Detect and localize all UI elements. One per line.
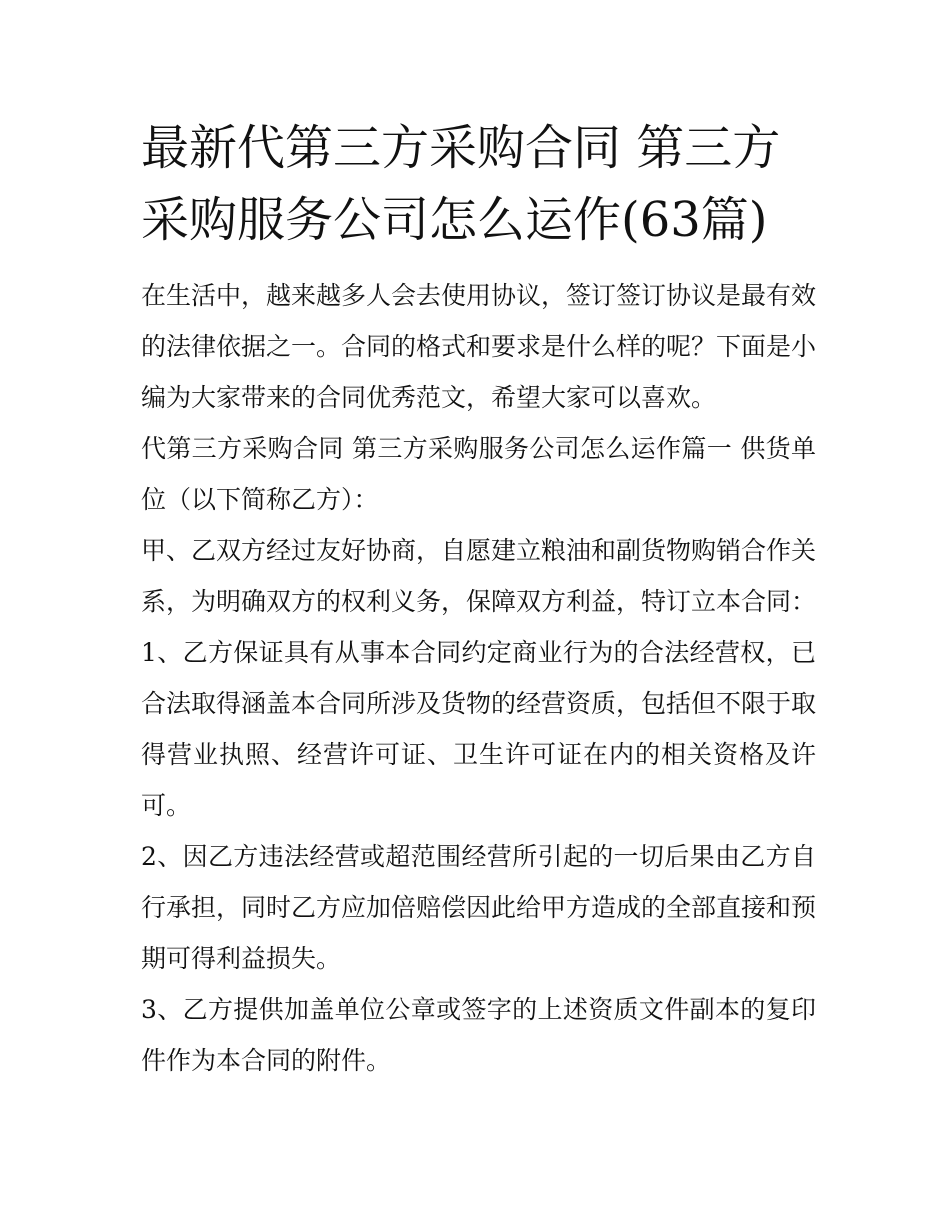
clause-3-paragraph: 3、乙方提供加盖单位公章或签字的上述资质文件副本的复印件作为本合同的附件。 xyxy=(141,995,816,1075)
clause-2-paragraph: 2、因乙方违法经营或超范围经营所引起的一切后果由乙方自行承担，同时乙方应加倍赔偿因此给甲方造成的全部直接和预期可得利益损失。 xyxy=(141,842,817,973)
preamble-paragraph: 甲、乙双方经过友好协商，自愿建立粮油和副货物购销合作关系，为明确双方的权利义务，保障双方利益，特订立本合同： xyxy=(141,536,817,616)
clause-1-paragraph: 1、乙方保证具有从事本合同约定商业行为的合法经营权，已合法取得涵盖本合同所涉及货物的经营资质，包括但不限于取得营业执照、经营许可证、卫生许可证在内的相关资格及许可。 xyxy=(141,638,817,820)
document-body xyxy=(141,270,816,1086)
intro-paragraph: 在生活中，越来越多人会去使用协议，签订签订协议是最有效的法律依据之一。合同的格式和要求是什么样的呢？下面是小编为大家带来的合同优秀范文，希望大家可以喜欢。 xyxy=(141,281,817,412)
document-title: 最新代第三方采购合同 第三方采购服务公司怎么运作(63篇) xyxy=(141,120,781,248)
document-page xyxy=(141,112,816,1086)
section-heading-paragraph: 代第三方采购合同 第三方采购服务公司怎么运作篇一 供货单位（以下简称乙方）： xyxy=(141,434,816,514)
